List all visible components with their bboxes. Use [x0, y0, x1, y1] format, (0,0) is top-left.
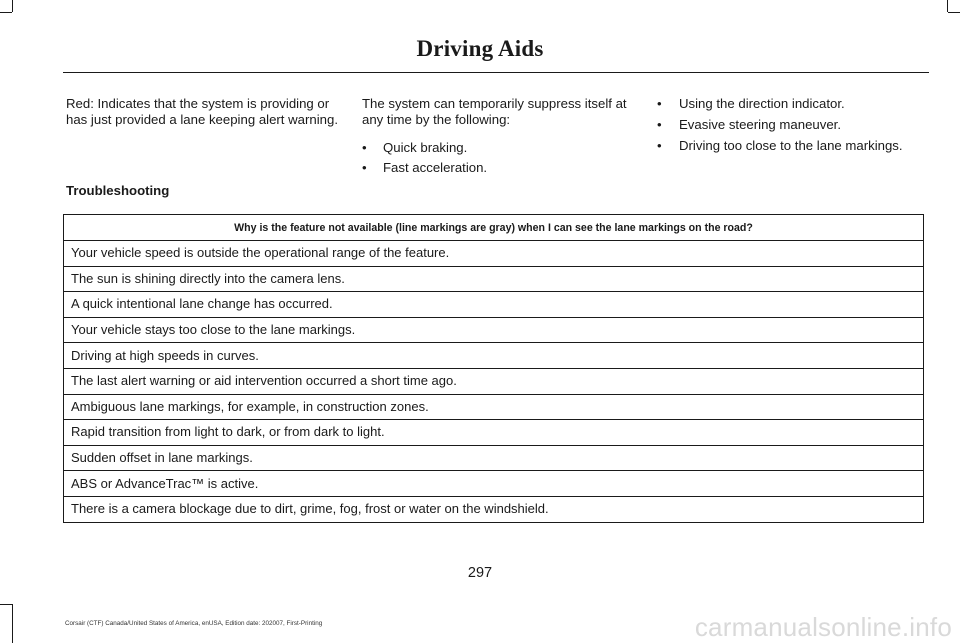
suppress-list-continued [658, 96, 928, 154]
section-heading: Troubleshooting [66, 183, 170, 198]
list-item: • Driving too close to the lane markings. [657, 138, 903, 153]
table-row [64, 445, 924, 471]
crop-mark-top-left-v [12, 0, 13, 12]
crop-mark-bottom-left-h [0, 604, 12, 605]
suppress-list [362, 140, 634, 176]
watermark: carmanualsonline.info [694, 612, 952, 642]
header-rule [63, 72, 929, 73]
table-cell: Driving at high speeds in curves. [64, 343, 924, 369]
column-3 [658, 96, 928, 159]
table-cell: The sun is shining directly into the camera lens. [64, 266, 924, 292]
crop-mark-bottom-left-v [12, 604, 13, 643]
table-cell: Your vehicle speed is outside the operational range of the feature. [64, 241, 924, 267]
table-row [64, 317, 924, 343]
column-1 [66, 96, 338, 128]
table-cell: The last alert warning or aid intervention occurred a short time ago. [64, 368, 924, 394]
table-cell: There is a camera blockage due to dirt, grime, fog, frost or water on the windshield. [64, 496, 924, 522]
table-cell: A quick intentional lane change has occurred. [64, 292, 924, 318]
list-item: • Using the direction indicator. [657, 96, 845, 111]
table-cell: Ambiguous lane markings, for example, in construction zones. [64, 394, 924, 420]
edition-footer: Corsair (CTF) Canada/United States of America, enUSA, Edition date: 202007, First-Printing [65, 620, 323, 627]
lane-keeping-red-text: Red: Indicates that the system is providing or has just provided a lane keeping alert warning. [66, 96, 338, 127]
table-header: Why is the feature not available (line markings are gray) when I can see the lane markings on the road? [64, 215, 924, 241]
table-row [64, 471, 924, 497]
suppress-intro-text: The system can temporarily suppress itself at any time by the following: [362, 96, 627, 127]
crop-mark-top-left-h [0, 12, 12, 13]
list-item: • Quick braking. [362, 140, 468, 155]
table-row [64, 496, 924, 522]
bullet-icon: • [362, 140, 367, 155]
table-row [64, 266, 924, 292]
crop-mark-top-right-v [947, 0, 948, 12]
table-row [64, 343, 924, 369]
page-title: Driving Aids [416, 36, 544, 61]
troubleshooting-table [63, 214, 924, 523]
table-row [64, 241, 924, 267]
bullet-icon: • [657, 138, 662, 153]
table-row [64, 368, 924, 394]
table-cell: ABS or AdvanceTrac™ is active. [64, 471, 924, 497]
column-2 [362, 96, 634, 180]
table-cell: Your vehicle stays too close to the lane markings. [64, 317, 924, 343]
list-item: • Evasive steering maneuver. [657, 117, 841, 132]
crop-mark-top-right-h [948, 12, 960, 13]
bullet-icon: • [657, 117, 662, 132]
table-row [64, 420, 924, 446]
table-row [64, 394, 924, 420]
table-cell: Rapid transition from light to dark, or from dark to light. [64, 420, 924, 446]
list-item: • Fast acceleration. [362, 160, 488, 175]
table-cell: Sudden offset in lane markings. [64, 445, 924, 471]
page-number: 297 [467, 565, 493, 581]
bullet-icon: • [362, 160, 367, 175]
bullet-icon: • [657, 96, 662, 111]
table-row [64, 292, 924, 318]
